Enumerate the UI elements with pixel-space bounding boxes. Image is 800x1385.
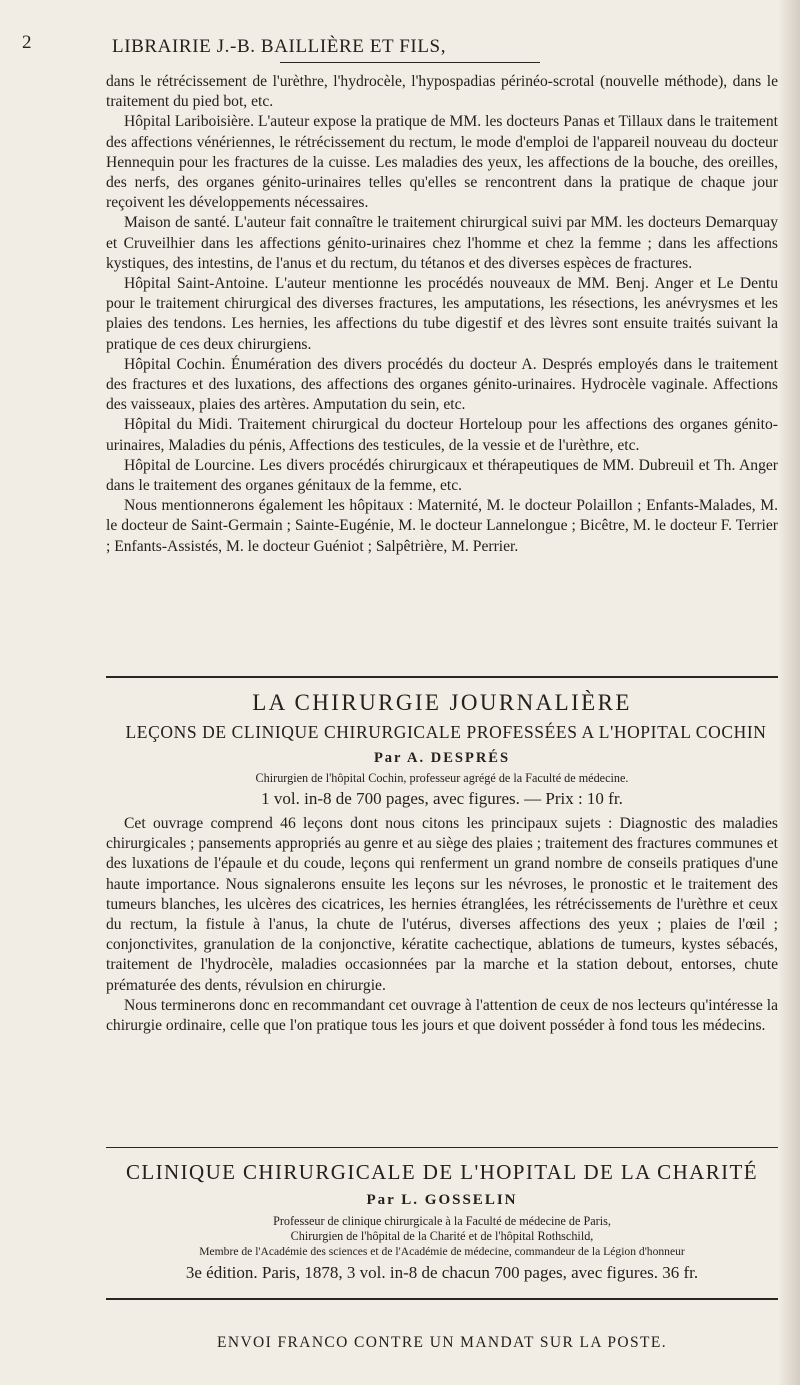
page-edge-shadow xyxy=(778,0,800,1385)
book2-byline: Par L. GOSSELIN xyxy=(366,1192,518,1208)
paragraph-lourcine: Hôpital de Lourcine. Les divers procédés chirurgicaux et thérapeutiques de MM. Dubreuil et Th. Anger dans le traitement des organes génitaux de la femme, etc. xyxy=(106,456,778,495)
book1-title: LA CHIRURGIE JOURNALIÈRE xyxy=(252,690,632,715)
paragraph-cochin: Hôpital Cochin. Énumération des divers procédés du docteur A. Després employés dans le traitement des fractures et des luxations, des affections des organes génito-urinaires. Hydrocèle vaginale. Affections des vaisseaux, plaies des artères. Amputation du sein, etc. xyxy=(106,355,778,414)
book2-title: CLINIQUE CHIRURGICALE DE L'HOPITAL DE LA CHARITÉ xyxy=(126,1160,758,1184)
book2-credential-3: Membre de l'Académie des sciences et de l'Académie de médecine, commandeur de la Légion d'honneur xyxy=(199,1245,685,1258)
book1-author-note: Chirurgien de l'hôpital Cochin, professeur agrégé de la Faculté de médecine. xyxy=(255,771,629,785)
shipping-notice: ENVOI FRANCO CONTRE UN MANDAT SUR LA POSTE. xyxy=(216,1334,668,1351)
paragraph-saint-antoine: Hôpital Saint-Antoine. L'auteur mentionne les procédés nouveaux de MM. Benj. Anger et Le Dentu pour le traitement chirurgical des diverses fractures, les amputations, les résections, les anévrysmes et les plaies des tendons. Les hernies, les affections du tube digestif et des lèvres sont ensuite traités suivant la pratique de ces deux chirurgiens. xyxy=(106,275,778,353)
paragraph-other-hospitals: Nous mentionnerons également les hôpitaux : Maternité, M. le docteur Polaillon ; Enfants-Malades, M. le docteur de Saint-Germain ; Sainte-Eugénie, M. le docteur Lannelongue ; Bicêtre, M. le docteur F. Terrier ; Enfants-Assistés, M. le docteur Guéniot ; Salpêtrière, M. Perrier. xyxy=(106,497,778,555)
footer-divider xyxy=(106,1298,778,1300)
paragraph-lariboisiere: Hôpital Lariboisière. L'auteur expose la pratique de MM. les docteurs Panas et Tillaux dans le traitement des affections vénériennes, le rétrécissement du rectum, le mode d'emploi de l'appareil nouveau du docteur Hennequin pour les fractures de la cuisse. Les maladies des yeux, les affections de la bouche, des oreilles, des nerfs, des organes génito-urinaires telles qu'elles se rencontrent dans la pratique de chaque jour reçoivent les développements nécessaires. xyxy=(106,113,778,212)
page-number: 2 xyxy=(22,32,32,53)
book1-byline: Par A. DESPRÉS xyxy=(373,750,511,766)
section-divider xyxy=(106,676,778,678)
book1-subtitle: LEÇONS DE CLINIQUE CHIRURGICALE PROFESSÉES A L'HOPITAL COCHIN xyxy=(125,722,767,742)
book1-edition: 1 vol. in-8 de 700 pages, avec figures. — Prix : 10 fr. xyxy=(261,789,623,808)
page-header xyxy=(0,32,800,62)
section-divider-2 xyxy=(106,1147,778,1148)
book2-edition: 3e édition. Paris, 1878, 3 vol. in-8 de chacun 700 pages, avec figures. 36 fr. xyxy=(185,1263,699,1282)
paragraph-midi: Hôpital du Midi. Traitement chirurgical du docteur Horteloup pour les affections des organes génito-urinaires, Maladies du pénis, Affections des testicules, de la vessie et de l'urèthre, etc. xyxy=(106,416,778,454)
paragraph-maison-de-sante: Maison de santé. L'auteur fait connaître le traitement chirurgical suivi par MM. les docteurs Demarquay et Cruveilhier dans les affections génito-urinaires chez l'homme et chez la femme ; dans les affections kystiques, des intestins, de l'anus et du rectum, du tétanos et des diverses espèces de fractures. xyxy=(106,214,778,272)
book2-credential-2: Chirurgien de l'hôpital de la Charité et de l'hôpital Rothschild, xyxy=(290,1229,594,1243)
book1-body xyxy=(106,814,778,1036)
paragraph-continuation: dans le rétrécissement de l'urèthre, l'hydrocèle, l'hypospadias périnéo-scrotal (nouvelle méthode), dans le traitement du pied bot, etc. xyxy=(106,73,778,111)
book2-credential-1: Professeur de clinique chirurgicale à la Faculté de médecine de Paris, xyxy=(273,1214,611,1228)
running-title: LIBRAIRIE J.-B. BAILLIÈRE ET FILS, xyxy=(112,36,447,57)
book1-closing: Nous terminerons donc en recommandant cet ouvrage à l'attention de ceux de nos lecteurs qu'intéresse la chirurgie ordinaire, celle que l'on pratique tous les jours et que doivent posséder à fond tous les médecins. xyxy=(106,996,778,1035)
book1-description: Cet ouvrage comprend 46 leçons dont nous citons les principaux sujets : Diagnostic des maladies chirurgicales ; pansements appropriés au genre et au siège des plaies ; traitement des fractures communes et des luxations de l'épaule et du coude, leçons qui renferment un grand nombre de conseils pratiques d'une haute importance. Nous signalerons ensuite les leçons sur les névroses, le pronostic et le traitement des tumeurs blanches, les ulcères des cicatrices, les hernies étranglées, les rétrécissements de l'urèthre et ceux du rectum, la fistule à l'anus, la chute de l'utérus, diverses affections des yeux ; plaies de l'œil ; conjonctivites, granulation de la conjonctive, kératite cachectique, ablations de tumeurs, kystes sébacés, traitement de l'hydrocèle, maladies occasionnées par la marche et la station debout, entorses, chute prématurée des dents, révulsion en chirurgie. xyxy=(106,815,778,994)
hospital-summaries xyxy=(106,72,778,557)
header-rule xyxy=(280,62,540,63)
